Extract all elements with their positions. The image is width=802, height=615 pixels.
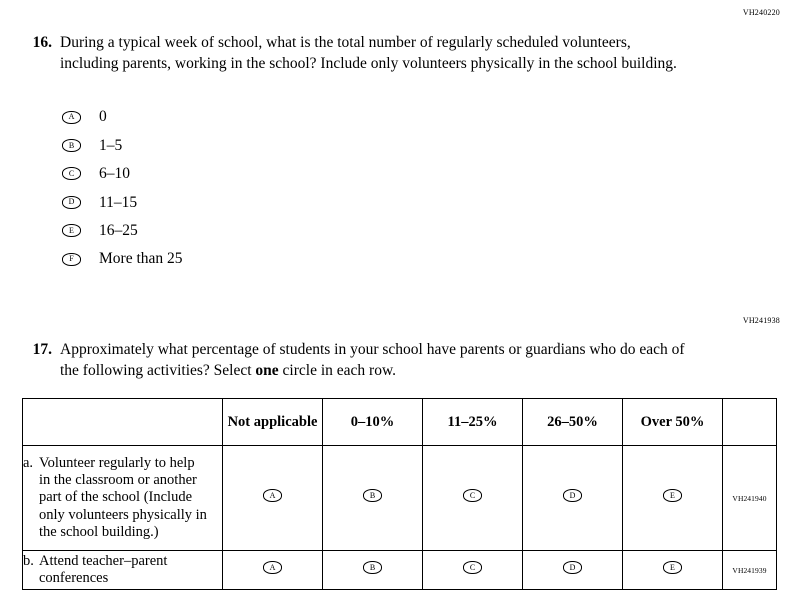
row-text: Volunteer regularly to help in the classroom or another part of the school (Include only volunteers physically in the school building.)	[39, 454, 207, 541]
question-17	[26, 340, 706, 381]
row-code-b: VH241939	[723, 551, 777, 590]
cell-b-0-10[interactable]	[323, 551, 423, 590]
radio-bubble-3[interactable]	[62, 196, 81, 209]
radio-bubble[interactable]	[363, 561, 382, 574]
radio-bubble[interactable]	[663, 561, 682, 574]
radio-bubble-1[interactable]	[62, 139, 81, 152]
option-row[interactable]	[62, 131, 183, 159]
bubble-letter: E	[69, 225, 74, 235]
cell-a-0-10[interactable]	[323, 446, 423, 551]
radio-bubble[interactable]	[463, 489, 482, 502]
question-17-number: 17.	[32, 341, 52, 358]
column-header-11-25: 11–25%	[423, 399, 523, 446]
question-17-text	[60, 340, 706, 381]
column-header-over-50: Over 50%	[623, 399, 723, 446]
radio-bubble[interactable]	[363, 489, 382, 502]
cell-b-not-applicable[interactable]	[223, 551, 323, 590]
option-label: More than 25	[99, 250, 183, 268]
option-row[interactable]	[62, 103, 183, 131]
bubble-letter: E	[670, 490, 675, 500]
question-16-text: During a typical week of school, what is the total number of regularly scheduled volunteers, including parents, working in the school? Include only volunteers physically in the school building.	[60, 34, 677, 72]
table-row	[23, 446, 777, 551]
cell-a-11-25[interactable]	[423, 446, 523, 551]
row-code-a: VH241940	[723, 446, 777, 551]
bubble-letter: E	[670, 562, 675, 572]
option-row[interactable]	[62, 188, 183, 216]
option-row[interactable]	[62, 160, 183, 188]
question-17-text-after: circle in each row.	[278, 361, 397, 379]
column-header-blank	[23, 399, 223, 446]
radio-bubble[interactable]	[563, 489, 582, 502]
item-code-q16: VH240220	[742, 8, 780, 17]
question-16	[26, 33, 686, 74]
row-letter: b.	[23, 552, 34, 569]
radio-bubble-0[interactable]	[62, 111, 81, 124]
radio-bubble-5[interactable]	[62, 253, 81, 266]
cell-a-not-applicable[interactable]	[223, 446, 323, 551]
cell-b-26-50[interactable]	[523, 551, 623, 590]
bubble-letter: C	[469, 562, 476, 572]
bubble-letter: A	[68, 112, 75, 122]
column-header-26-50: 26–50%	[523, 399, 623, 446]
row-label-b	[23, 551, 223, 590]
option-label: 6–10	[99, 165, 130, 183]
cell-b-over-50[interactable]	[623, 551, 723, 590]
question-17-matrix	[22, 398, 777, 590]
bubble-letter: B	[369, 490, 376, 500]
radio-bubble[interactable]	[463, 561, 482, 574]
column-header-not-applicable: Not applicable	[223, 399, 323, 446]
table-row	[23, 551, 777, 590]
option-row[interactable]	[62, 217, 183, 245]
bubble-letter: F	[69, 254, 74, 264]
bubble-letter: B	[68, 140, 75, 150]
radio-bubble-2[interactable]	[62, 167, 81, 180]
column-header-0-10: 0–10%	[323, 399, 423, 446]
row-label-a	[23, 446, 223, 551]
question-16-options	[62, 103, 183, 273]
question-17-text-before: Approximately what percentage of students in your school have parents or guardians who do each of the following activities? Select	[60, 341, 685, 379]
bubble-letter: C	[68, 168, 75, 178]
bubble-letter: D	[569, 490, 576, 500]
radio-bubble[interactable]	[263, 561, 282, 574]
option-label: 16–25	[99, 222, 138, 239]
column-header-code	[723, 399, 777, 446]
bubble-letter: C	[469, 490, 476, 500]
row-text: Attend teacher–parent conferences	[39, 552, 168, 586]
cell-a-over-50[interactable]	[623, 446, 723, 551]
item-code-q17: VH241938	[742, 316, 780, 325]
radio-bubble-4[interactable]	[62, 224, 81, 237]
option-label: 0	[99, 108, 107, 126]
bubble-letter: D	[68, 197, 75, 207]
option-row[interactable]	[62, 245, 183, 273]
table-header-row	[23, 399, 777, 446]
bubble-letter: B	[369, 562, 376, 572]
option-label: 11–15	[99, 193, 138, 211]
radio-bubble[interactable]	[563, 561, 582, 574]
cell-a-26-50[interactable]	[523, 446, 623, 551]
question-17-emphasis: one	[255, 361, 279, 379]
cell-b-11-25[interactable]	[423, 551, 523, 590]
bubble-letter: A	[269, 562, 276, 572]
question-16-number: 16.	[32, 34, 52, 51]
radio-bubble[interactable]	[263, 489, 282, 502]
bubble-letter: D	[569, 562, 576, 572]
option-label: 1–5	[99, 136, 123, 154]
bubble-letter: A	[269, 490, 276, 500]
row-letter: a.	[23, 454, 34, 471]
radio-bubble[interactable]	[663, 489, 682, 502]
